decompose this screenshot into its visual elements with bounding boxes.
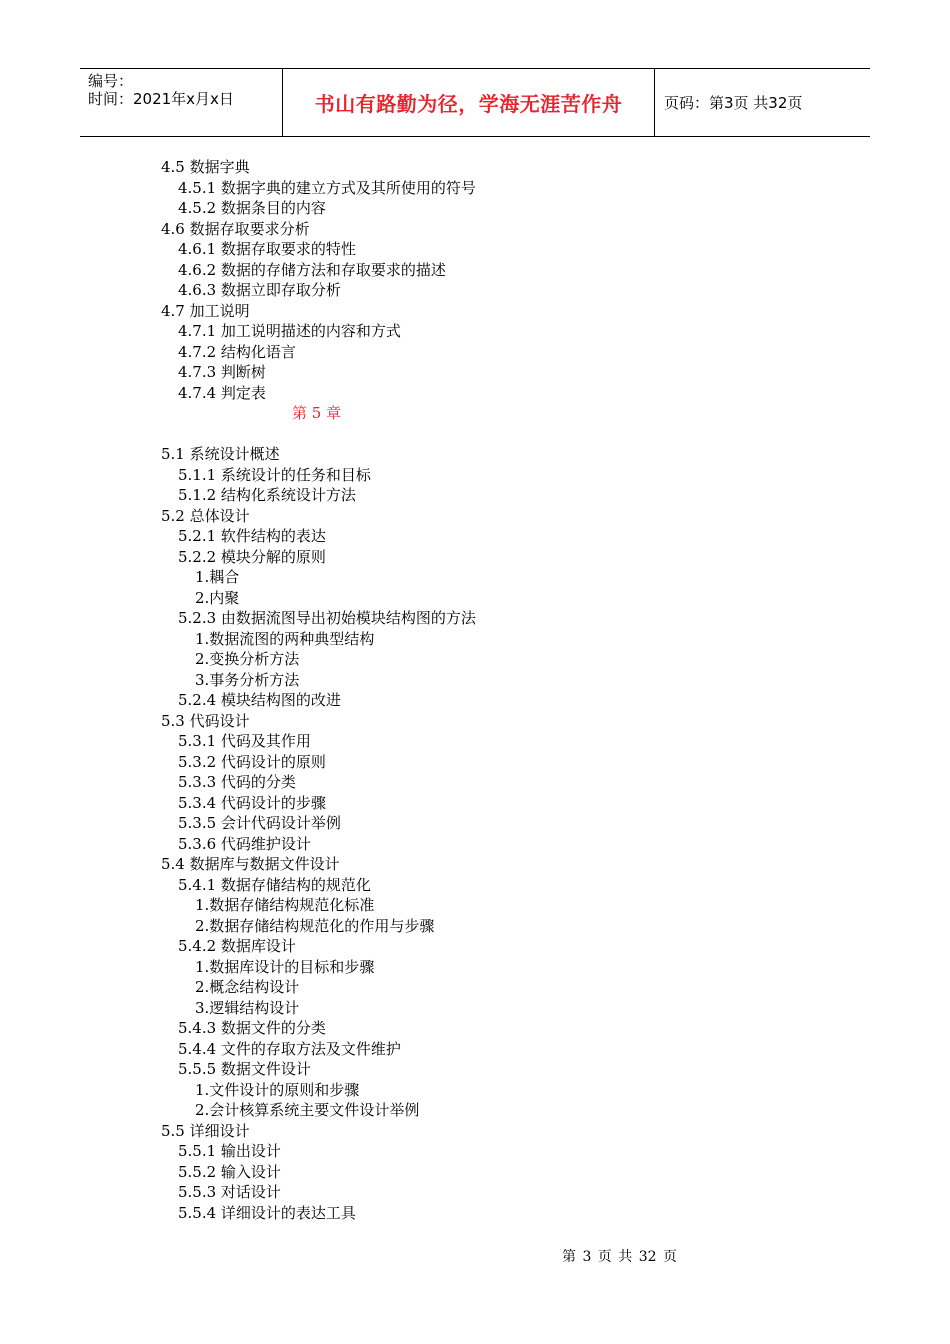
toc-item: 2.概念结构设计 bbox=[195, 978, 300, 996]
toc-item: 1.耦合 bbox=[195, 568, 240, 586]
toc-subsection: 4.6.2 数据的存储方法和存取要求的描述 bbox=[178, 260, 446, 279]
toc-item: 1.数据存储结构规范化标准 bbox=[195, 896, 375, 914]
toc-item: 2.内聚 bbox=[195, 588, 240, 607]
toc-subsection: 4.7.2 结构化语言 bbox=[178, 342, 296, 361]
toc-item: 2.数据存储结构规范化的作用与步骤 bbox=[195, 916, 435, 935]
toc-subsection: 5.2.2 模块分解的原则 bbox=[178, 547, 326, 566]
toc-subsection: 5.2.3 由数据流图导出初始模块结构图的方法 bbox=[178, 609, 476, 627]
header-motto-cell bbox=[283, 69, 655, 136]
toc-subsection: 4.7.1 加工说明描述的内容和方式 bbox=[178, 322, 401, 340]
toc-subsection: 5.5.2 输入设计 bbox=[178, 1162, 281, 1181]
toc-item: 1.数据流图的两种典型结构 bbox=[195, 629, 375, 648]
toc-item: 3.事务分析方法 bbox=[195, 670, 300, 689]
time-label: 时间：2021年x月x日 bbox=[88, 90, 234, 108]
toc-section: 4.7 加工说明 bbox=[161, 301, 250, 320]
toc-section: 5.4 数据库与数据文件设计 bbox=[161, 855, 340, 873]
toc-subsection: 5.2.1 软件结构的表达 bbox=[178, 527, 326, 545]
toc-subsection: 4.7.3 判断树 bbox=[178, 363, 266, 381]
toc-section: 5.3 代码设计 bbox=[161, 711, 250, 730]
toc-subsection: 5.4.3 数据文件的分类 bbox=[178, 1019, 326, 1037]
toc-section: 4.5 数据字典 bbox=[161, 158, 250, 176]
toc-subsection: 5.3.5 会计代码设计举例 bbox=[178, 814, 341, 832]
toc-section: 5.1 系统设计概述 bbox=[161, 445, 280, 463]
toc-subsection: 5.3.2 代码设计的原则 bbox=[178, 752, 326, 771]
toc-item: 2.变换分析方法 bbox=[195, 650, 300, 668]
toc-subsection: 4.5.1 数据字典的建立方式及其所使用的符号 bbox=[178, 178, 476, 197]
toc-subsection: 4.7.4 判定表 bbox=[178, 383, 266, 402]
page-footer: 第 3 页 共 32 页 bbox=[562, 1249, 677, 1265]
toc-subsection: 5.3.6 代码维护设计 bbox=[178, 834, 311, 853]
toc-subsection: 5.5.5 数据文件设计 bbox=[178, 1060, 311, 1078]
toc-subsection: 4.6.3 数据立即存取分析 bbox=[178, 281, 341, 299]
toc-subsection: 5.4.4 文件的存取方法及文件维护 bbox=[178, 1039, 401, 1058]
page-header bbox=[80, 68, 870, 137]
toc-subsection: 5.3.1 代码及其作用 bbox=[178, 732, 311, 750]
toc-subsection: 5.5.3 对话设计 bbox=[178, 1183, 281, 1201]
header-page-cell bbox=[655, 69, 870, 136]
motto-text: 书山有路勤为径，学海无涯苦作舟 bbox=[314, 92, 623, 116]
toc-item: 3.逻辑结构设计 bbox=[195, 998, 300, 1017]
toc-section: 5.5 详细设计 bbox=[161, 1121, 250, 1140]
toc-subsection: 5.1.1 系统设计的任务和目标 bbox=[178, 465, 371, 484]
header-page-info: 页码：第3页 共32页 bbox=[664, 94, 803, 112]
toc-subsection: 5.4.1 数据存储结构的规范化 bbox=[178, 875, 371, 894]
toc-item: 1.文件设计的原则和步骤 bbox=[195, 1080, 360, 1099]
toc-subsection: 5.5.1 输出设计 bbox=[178, 1142, 281, 1160]
toc-item: 2.会计核算系统主要文件设计举例 bbox=[195, 1101, 420, 1119]
toc-subsection: 4.6.1 数据存取要求的特性 bbox=[178, 240, 356, 258]
toc-subsection: 5.1.2 结构化系统设计方法 bbox=[178, 486, 356, 504]
toc-item: 1.数据库设计的目标和步骤 bbox=[195, 957, 375, 976]
toc-section: 5.2 总体设计 bbox=[161, 506, 250, 525]
code-label: 编号： bbox=[88, 72, 134, 90]
toc-subsection: 5.2.4 模块结构图的改进 bbox=[178, 691, 341, 709]
toc-subsection: 5.4.2 数据库设计 bbox=[178, 937, 296, 955]
toc-subsection: 5.3.3 代码的分类 bbox=[178, 773, 296, 791]
header-info-cell bbox=[80, 69, 283, 136]
toc-subsection: 4.5.2 数据条目的内容 bbox=[178, 199, 326, 217]
toc-subsection: 5.3.4 代码设计的步骤 bbox=[178, 793, 326, 812]
toc-subsection: 5.5.4 详细设计的表达工具 bbox=[178, 1203, 356, 1222]
toc-section: 4.6 数据存取要求分析 bbox=[161, 219, 310, 238]
chapter-heading: 第 5 章 bbox=[292, 404, 342, 422]
